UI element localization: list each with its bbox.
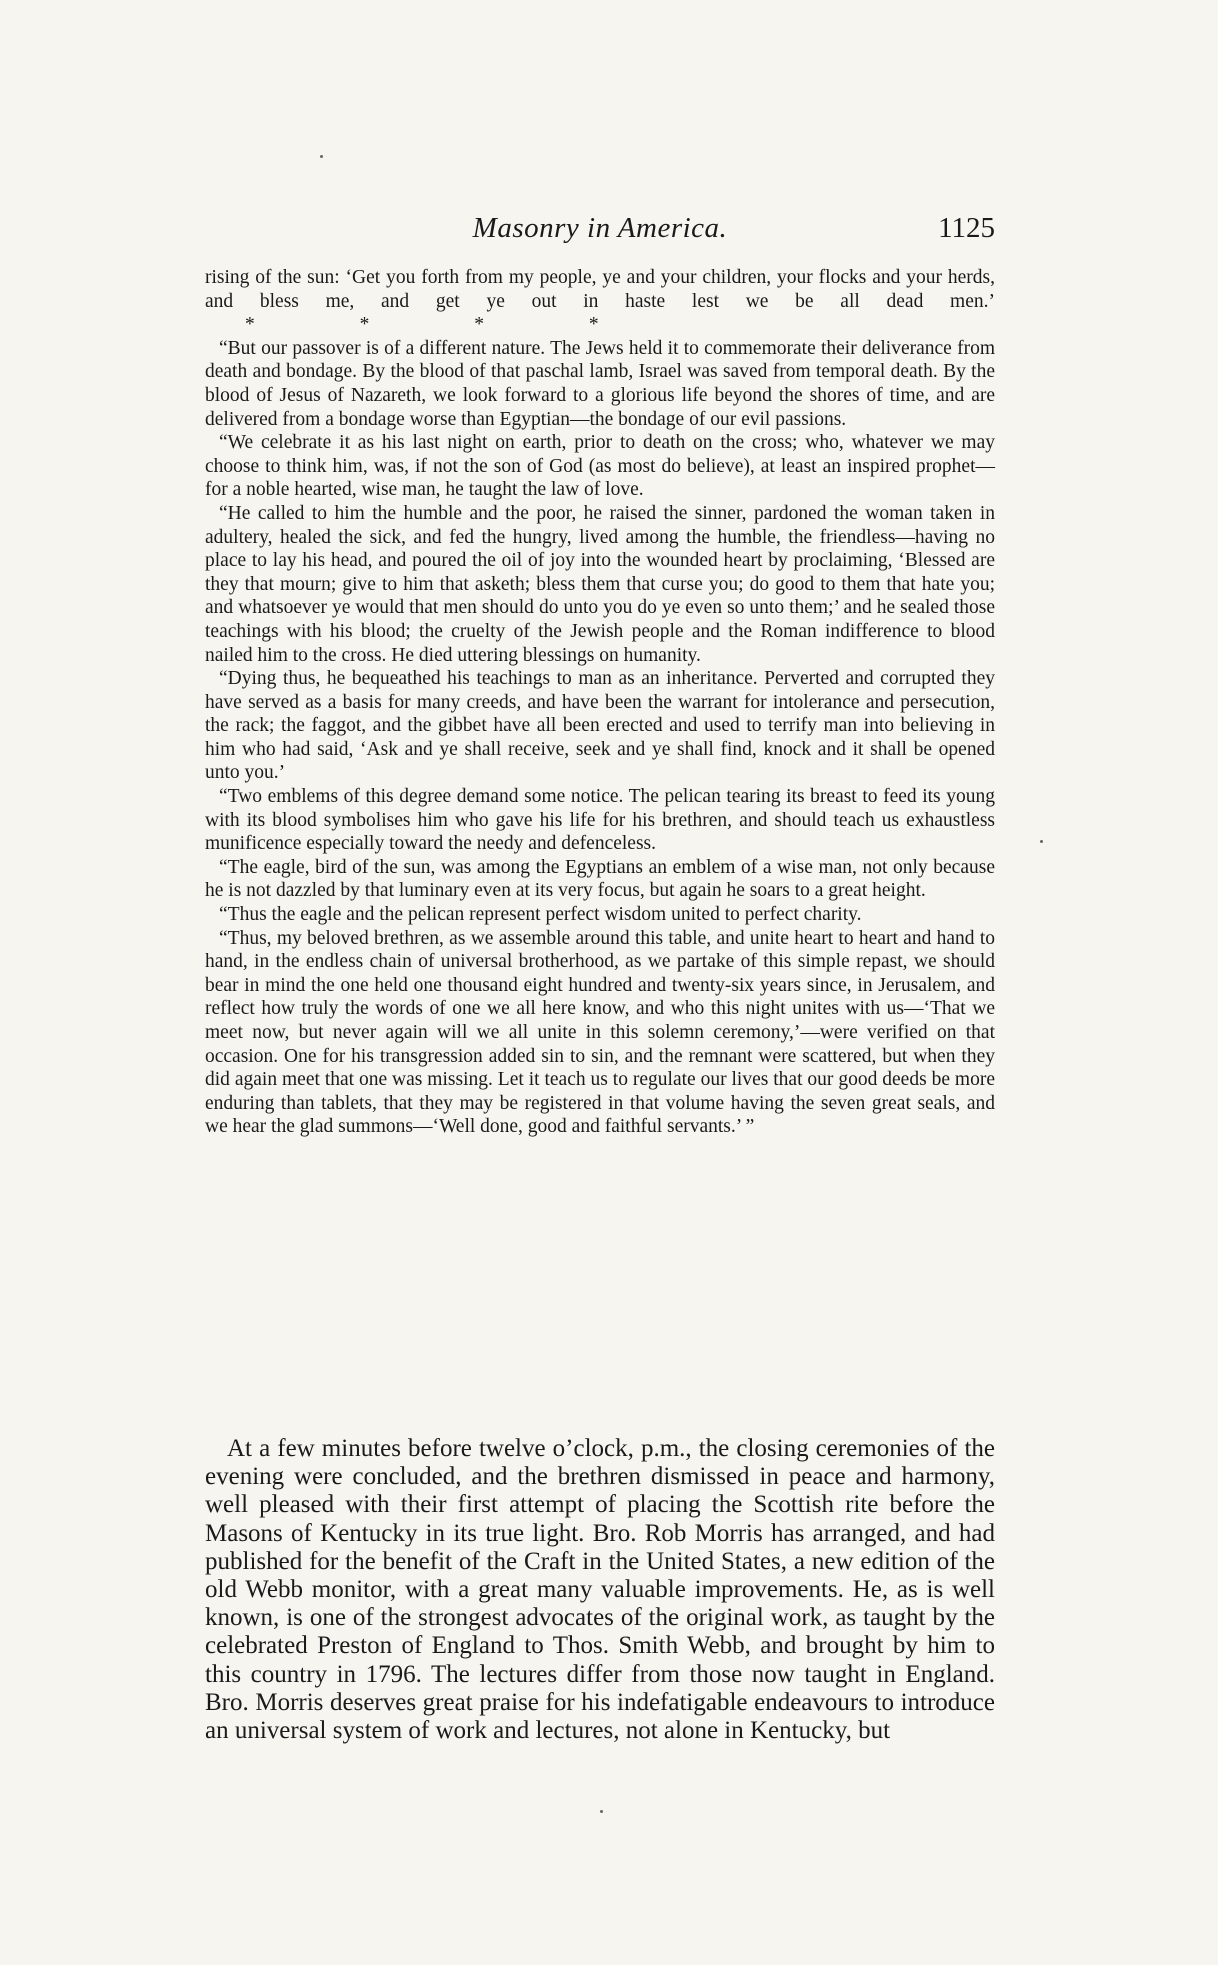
- speck-mark: [320, 155, 323, 158]
- quote-paragraph: “We celebrate it as his last night on earth, prior to death on the cross; who, whatever we may choose to think him, was, if not the son of God (as most do believe), at least an inspired prophet—for a noble hearted, wise man, he taught the law of love.: [205, 432, 995, 501]
- quote-paragraph: rising of the sun: ‘Get you forth from my people, ye and your children, your flocks and your herds, and bless me, and get ye out in haste lest we be all dead men.’* * * *: [205, 267, 995, 336]
- quoted-address: [205, 266, 995, 1139]
- body-text: [205, 1435, 995, 1745]
- quote-paragraph: “But our passover is of a different nature. The Jews held it to commemorate their deliverance from death and bondage. By the blood of that paschal lamb, Israel was saved from temporal death. By the blood of Jesus of Nazareth, we look forward to a glorious life beyond the shores of time, and are delivered from a bondage worse than Egyptian—the bondage of our evil passions.: [205, 337, 995, 430]
- asterisk-break: * * * *: [245, 314, 649, 336]
- speck-mark: [600, 1810, 603, 1813]
- quote-paragraph: “Thus the eagle and the pelican represent perfect wisdom united to perfect charity.: [219, 904, 862, 926]
- speck-mark: [1040, 840, 1043, 843]
- body-paragraph: At a few minutes before twelve o’clock, p.m., the closing ceremonies of the evening were concluded, and the brethren dismissed in peace and harmony, well pleased with their first attempt of placing the Scottish rite before the Masons of Kentucky in its true light. Bro. Rob Morris has arranged, and had published for the benefit of the Craft in the United States, a new edition of the old Webb monitor, with a great many valuable improvements. He, as is well known, is one of the strongest advocates of the original work, as taught by the celebrated Preston of England to Thos. Smith Webb, and brought by him to this country in 1796. The lectures differ from those now taught in England. Bro. Morris deserves great praise for his indefatigable endeavours to introduce an universal system of work and lectures, not alone in Kentucky, but: [205, 1435, 995, 1745]
- quote-paragraph: “Dying thus, he bequeathed his teachings to man as an inheritance. Perverted and corrupted they have served as a basis for many creeds, and have been the warrant for intolerance and persecution, the rack; the faggot, and the gibbet have all been erected and used to terrify man into believing in him who had said, ‘Ask and ye shall receive, seek and ye shall find, knock and it shall be opened unto you.’: [205, 668, 995, 784]
- quote-paragraph: “Thus, my beloved brethren, as we assemble around this table, and unite heart to heart and hand to hand, in the endless chain of universal brotherhood, as we partake of this simple repast, we should bear in mind the one held one thousand eight hundred and twenty-six years since, in Jerusalem, and reflect how truly the words of one we all here know, and who this night unites with us—‘That we meet now, but never again will we all unite in this solemn ceremony,’—were verified on that occasion. One for his transgression added sin to sin, and the remnant were scattered, but when they did again meet that one was missing. Let it teach us to regulate our lives that our good deeds be more enduring than tablets, that they may be registered in that volume having the seven great seals, and we hear the glad summons—‘Well done, good and faithful servants.’ ”: [205, 927, 995, 1138]
- page-number: 1125: [938, 212, 995, 244]
- quote-paragraph: “The eagle, bird of the sun, was among the Egyptians an emblem of a wise man, not only because he is not dazzled by that luminary even at its very focus, but again he soars to a great height.: [205, 856, 995, 902]
- quote-paragraph: “He called to him the humble and the poor, he raised the sinner, pardoned the woman taken in adultery, healed the sick, and fed the hungry, lived among the humble, the friendless—having no place to lay his head, and poured the oil of joy into the wounded heart by proclaiming, ‘Blessed are they that mourn; give to him that asketh; bless them that curse you; do good to them that hate you; and whatsoever ye would that men should do unto you do ye even so unto them;’ and he sealed those teachings with his blood; the cruelty of the Jewish people and the Roman indifference to blood nailed him to the cross. He died uttering blessings on humanity.: [205, 502, 995, 666]
- quote-paragraph: “Two emblems of this degree demand some notice. The pelican tearing its breast to feed its young with its blood symbolises him who gave his life for his brethren, and should teach us exhaustless munificence especially toward the needy and defenceless.: [205, 786, 995, 855]
- running-title: Masonry in America.: [472, 212, 728, 244]
- page-header: [205, 212, 995, 260]
